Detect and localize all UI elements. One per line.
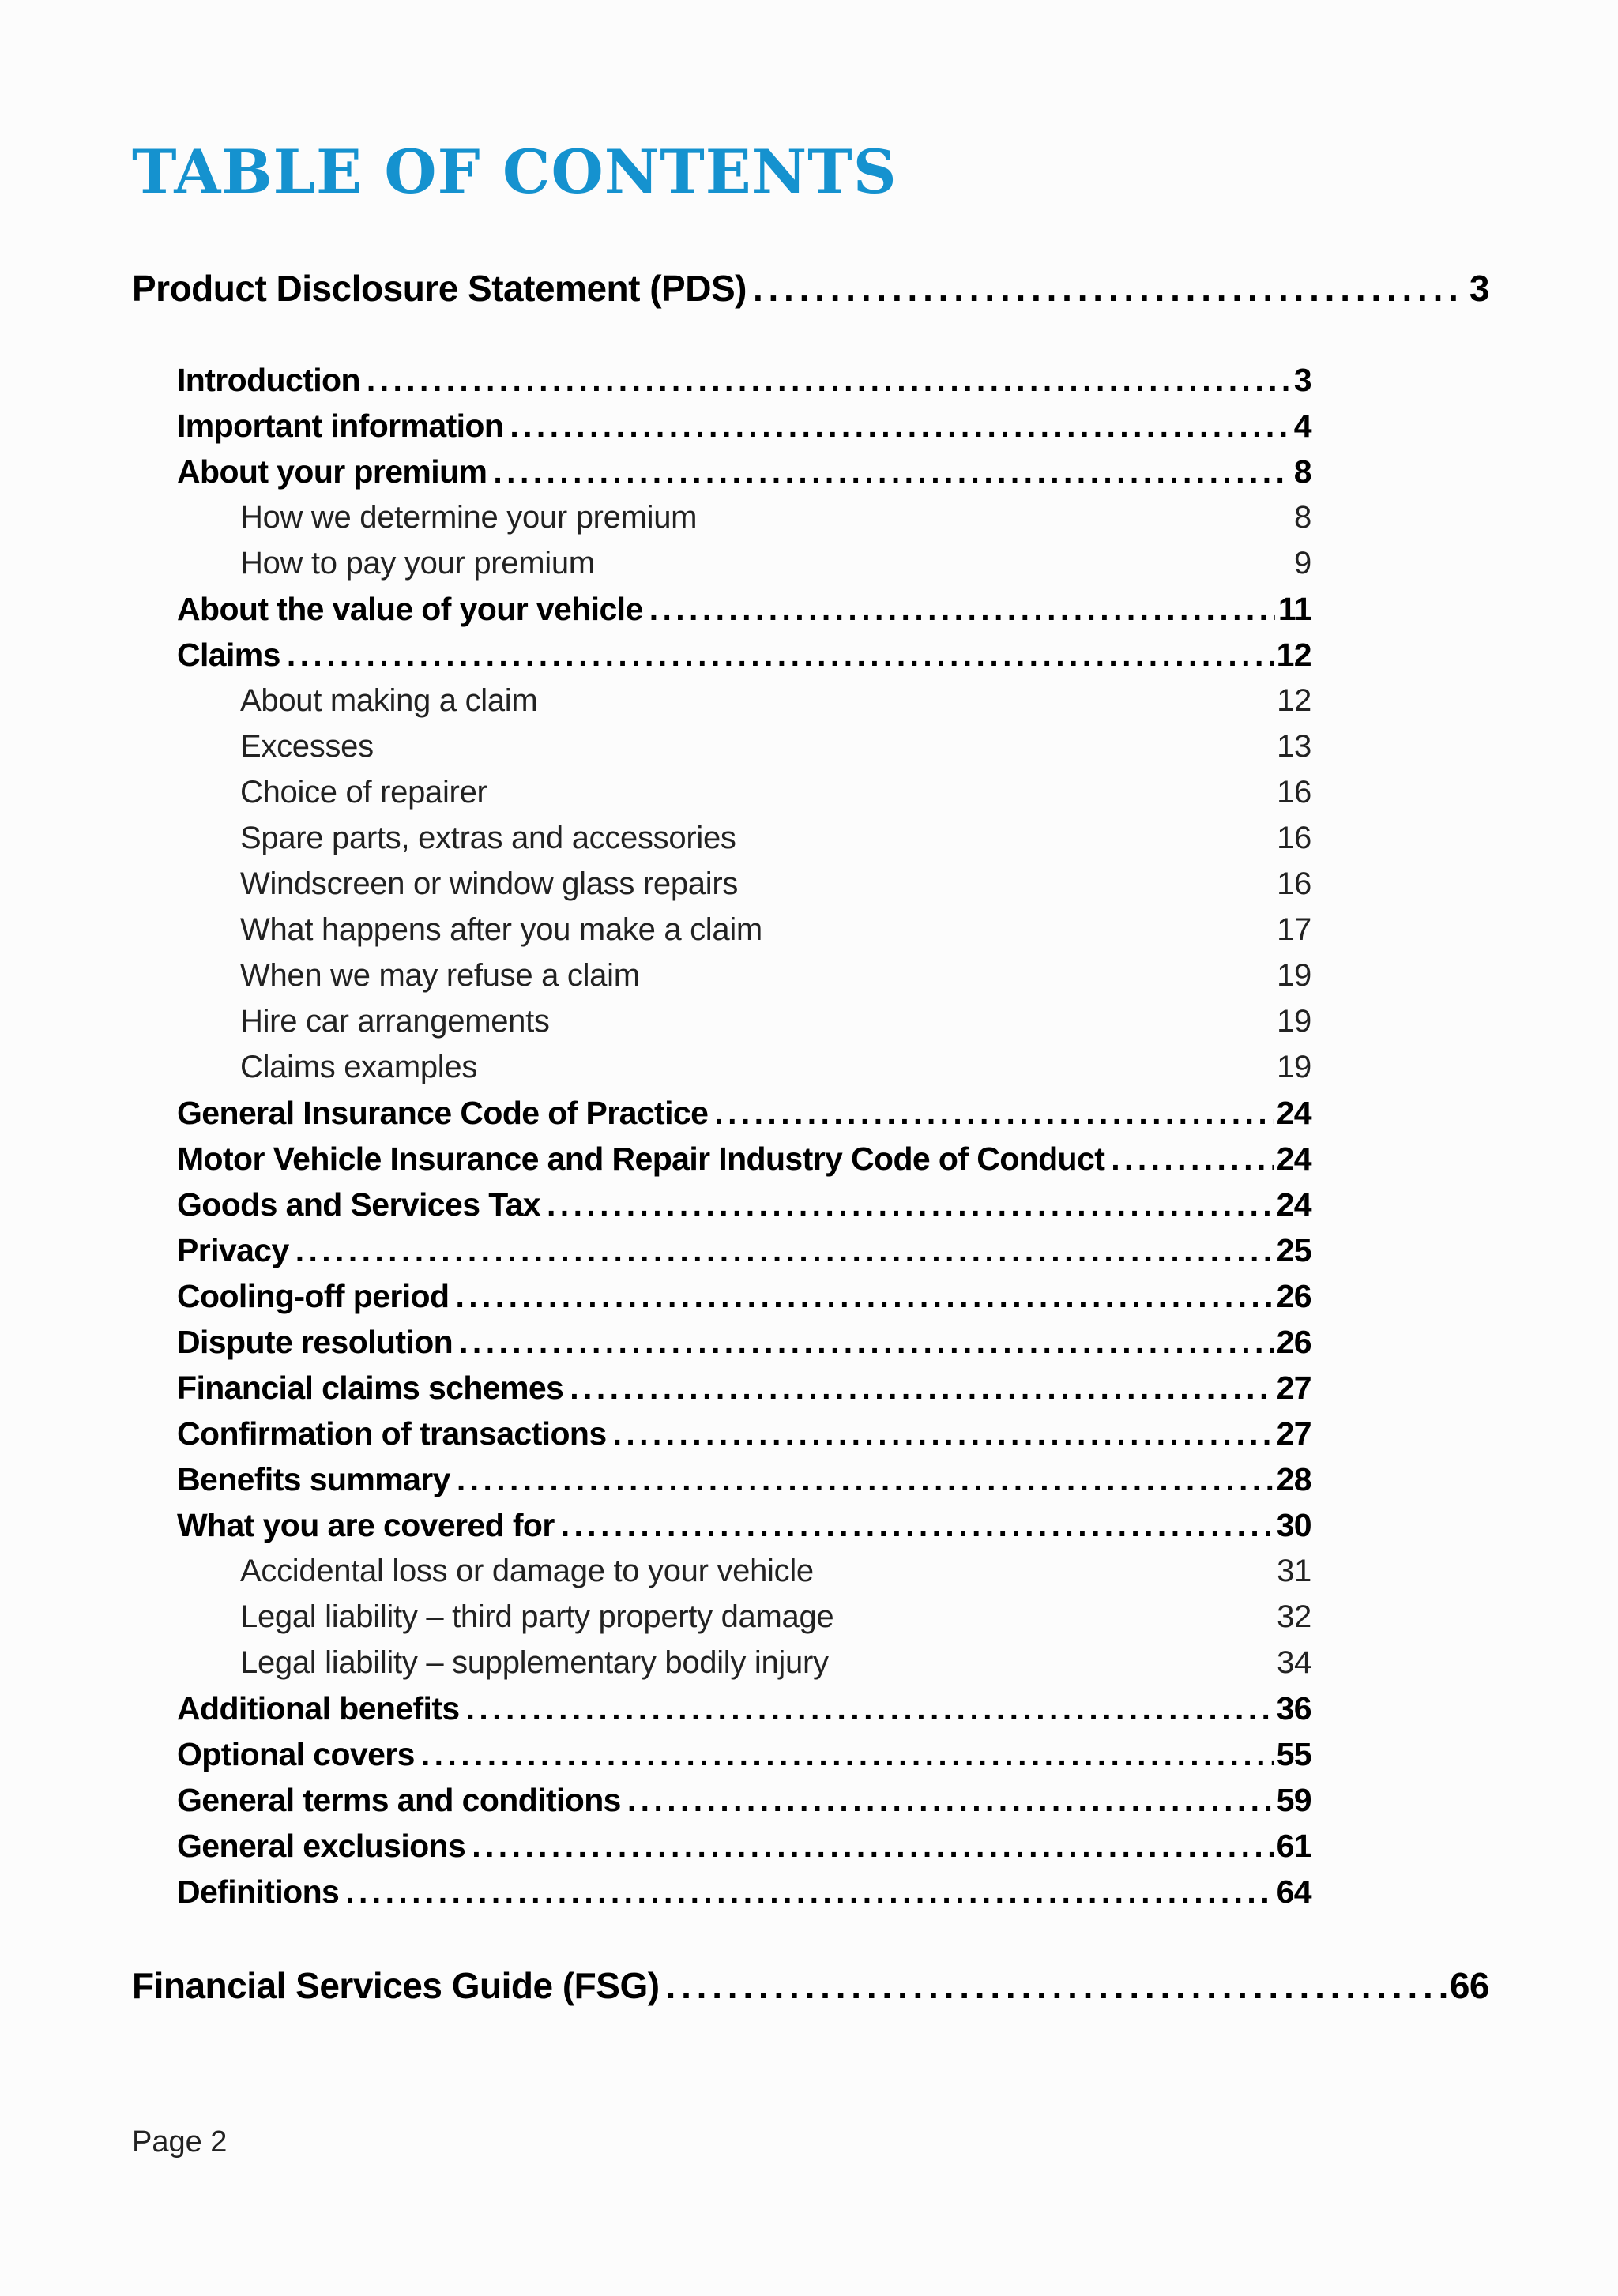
toc-entry-page-number: 9	[1294, 546, 1311, 581]
toc-entry[interactable]	[177, 1138, 1311, 1179]
toc-entry[interactable]	[132, 1963, 1489, 2008]
toc-entry-label: Windscreen or window glass repairs	[240, 866, 739, 901]
toc-entry-label: Legal liability – supplementary bodily injury	[240, 1645, 829, 1680]
dot-leader	[570, 1367, 1273, 1408]
dot-leader	[753, 266, 1466, 310]
toc-entry-page-number: 3	[1293, 362, 1311, 398]
toc-entry-label: Cooling-off period	[177, 1278, 450, 1314]
toc-entry-label: Financial Services Guide (FSG)	[132, 1965, 660, 2006]
dot-leader	[714, 1092, 1273, 1133]
toc-entry-label: Spare parts, extras and accessories	[240, 821, 736, 855]
toc-entry[interactable]	[177, 1276, 1311, 1317]
dot-leader	[649, 588, 1275, 629]
toc-entry[interactable]	[177, 1092, 1311, 1133]
toc-entry-page-number: 24	[1276, 1186, 1311, 1223]
toc-entry-page-number: 36	[1276, 1690, 1311, 1727]
toc-entry-label: General terms and conditions	[177, 1782, 621, 1818]
toc-entry[interactable]	[177, 1688, 1311, 1729]
toc-entry-label: Additional benefits	[177, 1690, 460, 1727]
dot-leader	[345, 1871, 1273, 1912]
toc-entry-page-number: 24	[1276, 1095, 1311, 1131]
toc-entry[interactable]	[177, 1459, 1311, 1500]
toc-entry-page-number: 34	[1277, 1645, 1311, 1680]
toc-entry-label: Claims examples	[240, 1050, 478, 1084]
toc-entry-page-number: 31	[1277, 1554, 1311, 1588]
dot-leader	[510, 405, 1290, 446]
toc-entry-page-number: 3	[1469, 268, 1489, 309]
dot-leader	[472, 1825, 1273, 1866]
toc-entry[interactable]	[177, 1184, 1311, 1225]
toc-entry[interactable]	[240, 1596, 1311, 1637]
toc-entry[interactable]	[240, 1001, 1311, 1042]
toc-entry-page-number: 16	[1277, 866, 1311, 901]
toc-entry-page-number: 27	[1276, 1370, 1311, 1406]
toc-entry[interactable]	[240, 817, 1311, 859]
toc-entry-page-number: 26	[1276, 1324, 1311, 1360]
toc-entry[interactable]	[240, 772, 1311, 813]
toc-entry-label: Excesses	[240, 729, 374, 764]
toc-entry-page-number: 16	[1277, 821, 1311, 855]
toc-entry[interactable]	[240, 1550, 1311, 1591]
toc-entry-label: When we may refuse a claim	[240, 958, 640, 993]
toc-entry-label: General Insurance Code of Practice	[177, 1095, 709, 1131]
dot-leader	[561, 1505, 1274, 1546]
dot-leader	[466, 1688, 1274, 1729]
toc-entry-page-number: 19	[1277, 1004, 1311, 1039]
toc-entry-label: Definitions	[177, 1873, 340, 1910]
toc-entry[interactable]	[240, 726, 1311, 767]
toc-entry[interactable]	[240, 543, 1311, 584]
toc-entry-page-number: 25	[1276, 1232, 1311, 1268]
dot-leader	[613, 1413, 1274, 1454]
toc-entry-label: Financial claims schemes	[177, 1370, 564, 1406]
toc-entry-label: Important information	[177, 408, 504, 444]
toc-entry[interactable]	[240, 909, 1311, 950]
toc-entry-label: How we determine your premium	[240, 500, 698, 535]
toc-entry-label: Optional covers	[177, 1736, 415, 1772]
toc-entry-page-number: 26	[1276, 1278, 1311, 1314]
dot-leader	[1111, 1138, 1273, 1179]
dot-leader	[459, 1321, 1273, 1362]
toc-entry-page-number: 12	[1277, 683, 1311, 718]
toc-entry-label: What you are covered for	[177, 1507, 555, 1543]
toc-entry[interactable]	[177, 1230, 1311, 1271]
toc-entry-label: How to pay your premium	[240, 546, 595, 581]
toc-entry-page-number: 24	[1276, 1140, 1311, 1177]
toc-entry-page-number: 13	[1277, 729, 1311, 764]
toc-entry-label: About making a claim	[240, 683, 538, 718]
toc-entry-page-number: 17	[1277, 912, 1311, 947]
toc-entry-label: Claims	[177, 637, 280, 673]
toc-entry-page-number: 32	[1277, 1599, 1311, 1634]
toc-entry[interactable]	[177, 634, 1311, 675]
toc-entry[interactable]	[177, 451, 1311, 492]
toc-entry-page-number: 64	[1276, 1873, 1311, 1910]
toc-entry-page-number: 4	[1293, 408, 1311, 444]
toc-entry[interactable]	[177, 588, 1311, 629]
dot-leader	[493, 451, 1290, 492]
toc-entry-label: Choice of repairer	[240, 775, 487, 810]
toc-entry-label: Accidental loss or damage to your vehicle	[240, 1554, 814, 1588]
toc-entry-label: About the value of your vehicle	[177, 591, 643, 627]
toc-entry[interactable]	[240, 497, 1311, 538]
page-footer: Page 2	[132, 2125, 228, 2159]
toc-entry[interactable]	[177, 1413, 1311, 1454]
toc-entry[interactable]	[240, 955, 1311, 996]
toc-entry[interactable]	[240, 1047, 1311, 1088]
toc-entry[interactable]	[177, 359, 1311, 400]
toc-entry-page-number: 30	[1276, 1507, 1311, 1543]
toc-entry-label: Dispute resolution	[177, 1324, 453, 1360]
toc-entry-label: What happens after you make a claim	[240, 912, 762, 947]
toc-entry-label: Legal liability – third party property damage	[240, 1599, 834, 1634]
toc-entry-page-number: 19	[1277, 1050, 1311, 1084]
toc-entry-page-number: 55	[1276, 1736, 1311, 1772]
dot-leader	[421, 1734, 1274, 1775]
toc-entry-page-number: 12	[1276, 637, 1311, 673]
toc-entry-label: Motor Vehicle Insurance and Repair Industry Code of Conduct	[177, 1140, 1105, 1177]
toc-entry-page-number: 61	[1276, 1828, 1311, 1864]
toc-entry-label: Benefits summary	[177, 1461, 450, 1497]
toc-entry[interactable]	[177, 405, 1311, 446]
toc-entry[interactable]	[177, 1321, 1311, 1362]
dot-leader	[455, 1276, 1273, 1317]
page-title: TABLE OF CONTENTS	[132, 137, 897, 207]
toc-entry-label: Privacy	[177, 1232, 289, 1268]
toc-entry-label: About your premium	[177, 453, 487, 490]
dot-leader	[457, 1459, 1274, 1500]
toc-entry-label: Hire car arrangements	[240, 1004, 550, 1039]
toc-entry-label: Introduction	[177, 362, 360, 398]
toc-entry[interactable]	[132, 266, 1489, 310]
dot-leader	[287, 634, 1274, 675]
toc-entry-page-number: 28	[1276, 1461, 1311, 1497]
toc-entry-page-number: 19	[1277, 958, 1311, 993]
dot-leader	[367, 359, 1291, 400]
dot-leader	[547, 1184, 1274, 1225]
toc-entry[interactable]	[240, 1642, 1311, 1683]
toc-entry-page-number: 66	[1449, 1965, 1489, 2006]
toc-entry-label: General exclusions	[177, 1828, 466, 1864]
toc-entry[interactable]	[177, 1734, 1311, 1775]
toc-entry-page-number: 16	[1277, 775, 1311, 810]
toc-entry[interactable]	[177, 1825, 1311, 1866]
dot-leader	[627, 1779, 1274, 1821]
dot-leader	[666, 1963, 1447, 2008]
toc-entry-label: Goods and Services Tax	[177, 1186, 541, 1223]
toc-entry-page-number: 8	[1294, 500, 1311, 535]
toc-entry[interactable]	[240, 863, 1311, 904]
toc-entry[interactable]	[177, 1871, 1311, 1912]
toc-entry[interactable]	[177, 1779, 1311, 1821]
toc-entry-page-number: 59	[1276, 1782, 1311, 1818]
toc-entry-label: Product Disclosure Statement (PDS)	[132, 268, 747, 309]
dot-leader	[295, 1230, 1274, 1271]
toc-entry-page-number: 8	[1293, 453, 1311, 490]
toc-entry[interactable]	[240, 680, 1311, 721]
toc-entry[interactable]	[177, 1505, 1311, 1546]
toc-entry-label: Confirmation of transactions	[177, 1415, 607, 1452]
toc-entry-page-number: 27	[1276, 1415, 1311, 1452]
toc-entry[interactable]	[177, 1367, 1311, 1408]
toc-entry-page-number: 11	[1277, 591, 1311, 627]
